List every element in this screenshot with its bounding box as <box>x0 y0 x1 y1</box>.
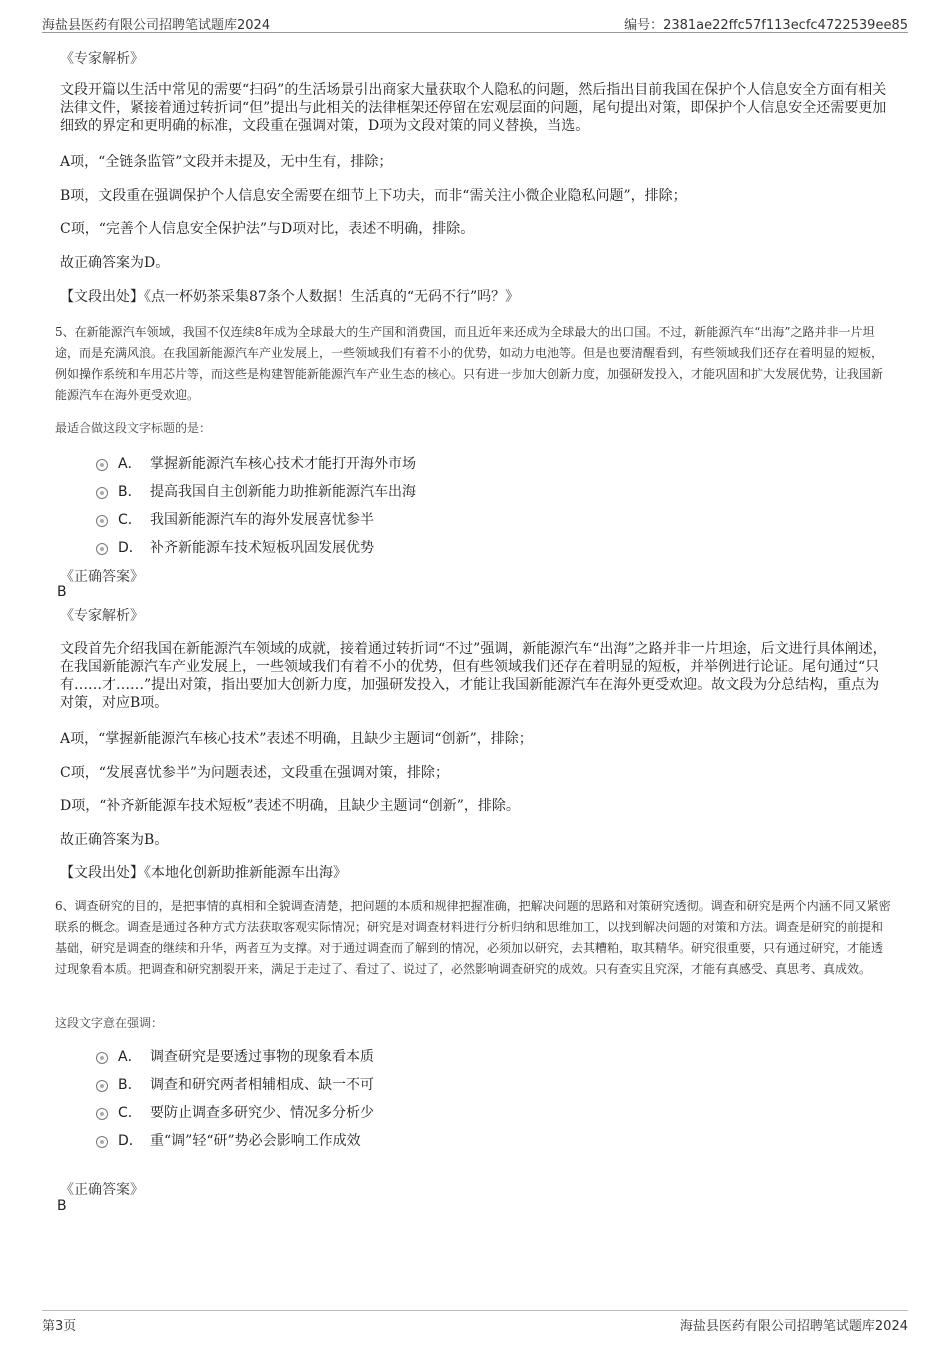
header-title: 海盐县医药有限公司招聘笔试题库2024 <box>42 18 271 33</box>
q5-source: 【文段出处】《本地化创新助推新能源车出海》 <box>60 865 347 881</box>
q6-option-c[interactable] <box>96 1102 374 1122</box>
q6-prompt: 这段文字意在强调： <box>55 1016 164 1030</box>
option-letter: A． <box>118 456 142 472</box>
q5-answer-label: 《正确答案》 <box>60 569 144 585</box>
radio-icon[interactable] <box>96 459 108 471</box>
q5-option-d[interactable] <box>96 537 374 557</box>
q6-answer-label: 《正确答案》 <box>60 1182 144 1198</box>
prev-source: 【文段出处】《点一杯奶茶采集87条个人数据！生活真的“无码不行”吗？》 <box>60 289 520 305</box>
footer-page-number: 第3页 <box>42 1319 77 1334</box>
radio-icon[interactable] <box>96 487 108 499</box>
q6-stem: 6、调查研究的目的，是把事情的真相和全貌调查清楚，把问题的本质和规律把握准确，把解决问题的思路和对策研究透彻。调查和研究是两个内涵不同又紧密联系的概念。调查是通过各种方式方法获取客观实际情况；研究是对调查材料进行分析归纳和思维加工，以找到解决问题的对策和方法。调查是研究的前提和基础，研究是调查的继续和升华，两者互为支撑。对于通过调查而了解到的情况，必须加以研究，去其糟粕，取其精华。研究很重要，只有通过研究，才能透过现象看本质。把调查和研究割裂开来，满足于走过了、看过了、说过了，必然影响调查研究的成效。只有查实且究深，才能有真感受、真思考、真成效。 <box>55 899 891 976</box>
radio-icon[interactable] <box>96 515 108 527</box>
option-letter: A． <box>118 1049 142 1065</box>
q5-option-a[interactable] <box>96 453 416 473</box>
page-footer <box>42 1310 908 1335</box>
q5-conclusion: 故正确答案为B。 <box>60 832 169 848</box>
footer-title: 海盐县医药有限公司招聘笔试题库2024 <box>679 1319 908 1334</box>
q5-prompt: 最适合做这段文字标题的是： <box>55 421 212 435</box>
option-letter: C． <box>118 512 142 528</box>
prev-conclusion: 故正确答案为D。 <box>60 255 170 271</box>
q6-option-a[interactable] <box>96 1046 374 1066</box>
option-letter: B． <box>118 1077 142 1093</box>
radio-icon[interactable] <box>96 1080 108 1092</box>
radio-icon[interactable] <box>96 1108 108 1120</box>
option-text: 补齐新能源车技术短板巩固发展优势 <box>150 540 374 556</box>
option-text: 重“调”轻“研”势必会影响工作成效 <box>150 1133 361 1149</box>
prev-analysis-text: 文段开篇以生活中常见的需要“扫码”的生活场景引出商家大量获取个人隐私的问题，然后指出目前我国在保护个人信息安全方面有相关法律文件，紧接着通过转折词“但”提出与此相关的法律框架还停留在宏观层面的问题，尾句提出对策，即保护个人信息安全还需要更加细致的界定和更明确的标准，文段重在强调对策，D项为文段对策的同义替换，当选。 <box>60 82 887 134</box>
prev-analysis-label: 《专家解析》 <box>60 51 144 67</box>
radio-icon[interactable] <box>96 1052 108 1064</box>
option-text: 要防止调查多研究少、情况多分析少 <box>150 1105 374 1121</box>
option-text: 提高我国自主创新能力助推新能源汽车出海 <box>150 484 416 500</box>
q5-option-a-note: A项，“掌握新能源汽车核心技术”表述不明确，且缺少主题词“创新”，排除； <box>60 731 533 747</box>
page-header <box>42 12 908 33</box>
q5-option-c-note: C项，“发展喜忧参半”为问题表述，文段重在强调对策，排除； <box>60 765 450 781</box>
q5-analysis-label: 《专家解析》 <box>60 608 144 624</box>
header-serial: 编号：2381ae22ffc57f113ecfc4722539ee85 <box>624 18 908 33</box>
radio-icon[interactable] <box>96 1136 108 1148</box>
q5-analysis-text: 文段首先介绍我国在新能源汽车领域的成就，接着通过转折词“不过”强调，新能源汽车“出海”之路并非一片坦途，后文进行具体阐述，在我国新能源汽车产业发展上，一些领域我们有着不小的优势，但有些领域我们还存在着明显的短板，并举例进行论证。尾句通过“只有……才……”提出对策，指出要加大创新力度，加强研发投入，才能让我国新能源汽车在海外更受欢迎。故文段为分总结构，重点为对策，对应B项。 <box>60 641 887 711</box>
q5-option-d-note: D项，“补齐新能源车技术短板”表述不明确，且缺少主题词“创新”，排除。 <box>60 798 520 814</box>
option-text: 我国新能源汽车的海外发展喜忧参半 <box>150 512 374 528</box>
q6-option-b[interactable] <box>96 1074 374 1094</box>
option-letter: D． <box>118 540 143 556</box>
q6-answer: B <box>57 1198 67 1214</box>
prev-option-a-note: A项，“全链条监管”文段并未提及，无中生有，排除； <box>60 154 393 170</box>
q5-stem: 5、在新能源汽车领域，我国不仅连续8年成为全球最大的生产国和消费国，而且近年来还成为全球最大的出口国。不过，新能源汽车“出海”之路并非一片坦途，而是充满风浪。在我国新能源汽车产业发展上，一些领域我们有着不小的优势，如动力电池等。但是也要清醒看到，有些领域我们还存在着明显的短板，例如操作系统和车用芯片等，而这些是构建智能新能源汽车产业生态的核心。只有进一步加大创新力度，加强研发投入，才能巩固和扩大发展优势，让我国新能源汽车在海外更受欢迎。 <box>55 325 884 402</box>
option-letter: D． <box>118 1133 143 1149</box>
radio-icon[interactable] <box>96 543 108 555</box>
option-text: 掌握新能源汽车核心技术才能打开海外市场 <box>150 456 416 472</box>
option-letter: C． <box>118 1105 142 1121</box>
q6-option-d[interactable] <box>96 1130 361 1150</box>
prev-option-b-note: B项，文段重在强调保护个人信息安全需要在细节上下功夫，而非“需关注小微企业隐私问题”，排除； <box>60 188 687 204</box>
option-text: 调查研究是要透过事物的现象看本质 <box>150 1049 374 1065</box>
q5-option-b[interactable] <box>96 481 416 501</box>
q5-answer: B <box>57 584 67 600</box>
option-text: 调查和研究两者相辅相成、缺一不可 <box>150 1077 374 1093</box>
option-letter: B． <box>118 484 142 500</box>
q5-option-c[interactable] <box>96 509 374 529</box>
prev-option-c-note: C项，“完善个人信息安全保护法”与D项对比，表述不明确，排除。 <box>60 221 475 237</box>
